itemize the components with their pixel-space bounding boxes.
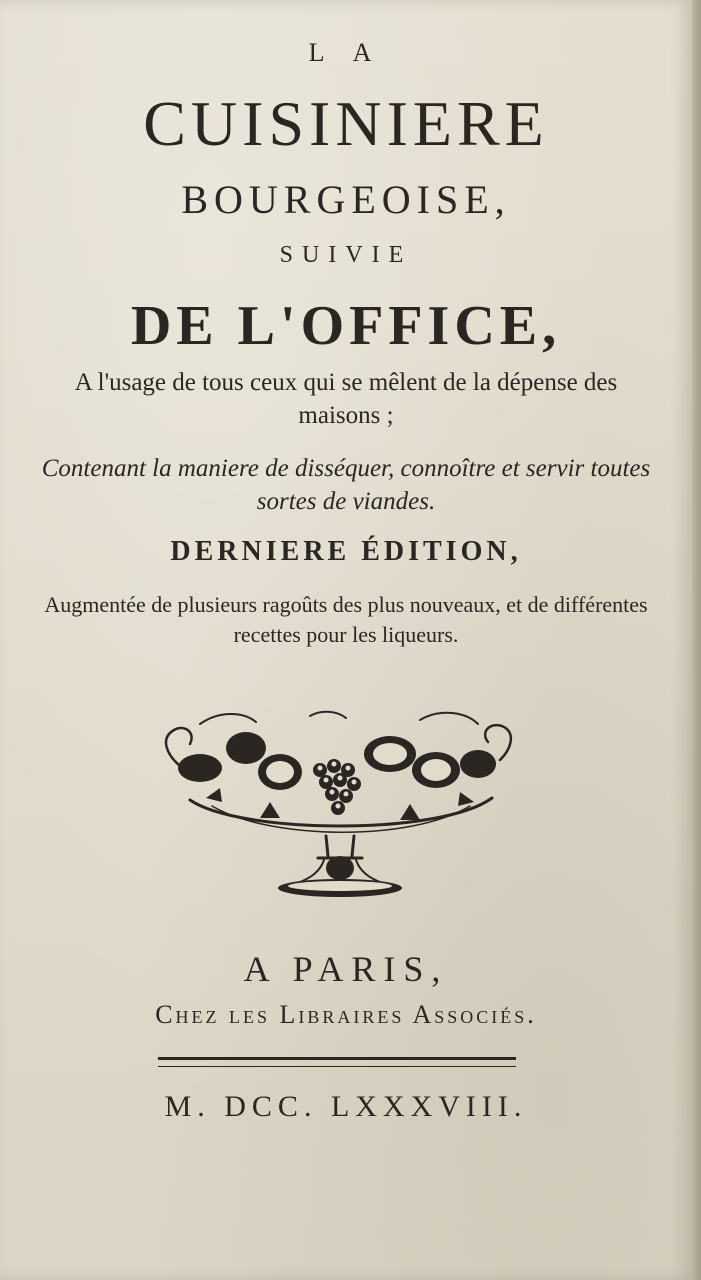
edition-heading: DERNIERE ÉDITION,	[170, 536, 522, 567]
article-la: L A	[308, 38, 384, 67]
thin-rule	[158, 1066, 516, 1067]
usage-paragraph: A l'usage de tous ceux qui se mêlent de la dépense des maisons ;	[74, 369, 618, 429]
page-edge	[692, 0, 701, 1280]
city-paris: A PARIS,	[243, 949, 449, 989]
subtitle-suivie: SUIVIE	[279, 242, 413, 268]
thick-rule	[158, 1057, 516, 1060]
contenant-paragraph: Contenant la maniere de disséquer, connoître et servir toutes sortes de viandes.	[41, 455, 651, 515]
augmentee-paragraph: Augmentée de plusieurs ragoûts des plus nouveaux, et de différentes recettes pour les liqueurs.	[44, 592, 648, 647]
title-bourgeoise: BOURGEOISE,	[181, 177, 511, 222]
title-de-l-office: DE L'OFFICE,	[130, 295, 562, 357]
title-cuisiniere: CUISINIERE	[143, 88, 549, 159]
fruit-basket-vignette-icon	[160, 708, 520, 904]
publisher-line: Chez les Libraires Associés.	[155, 1000, 537, 1029]
publication-date: M. DCC. LXXXVIII.	[164, 1090, 528, 1123]
